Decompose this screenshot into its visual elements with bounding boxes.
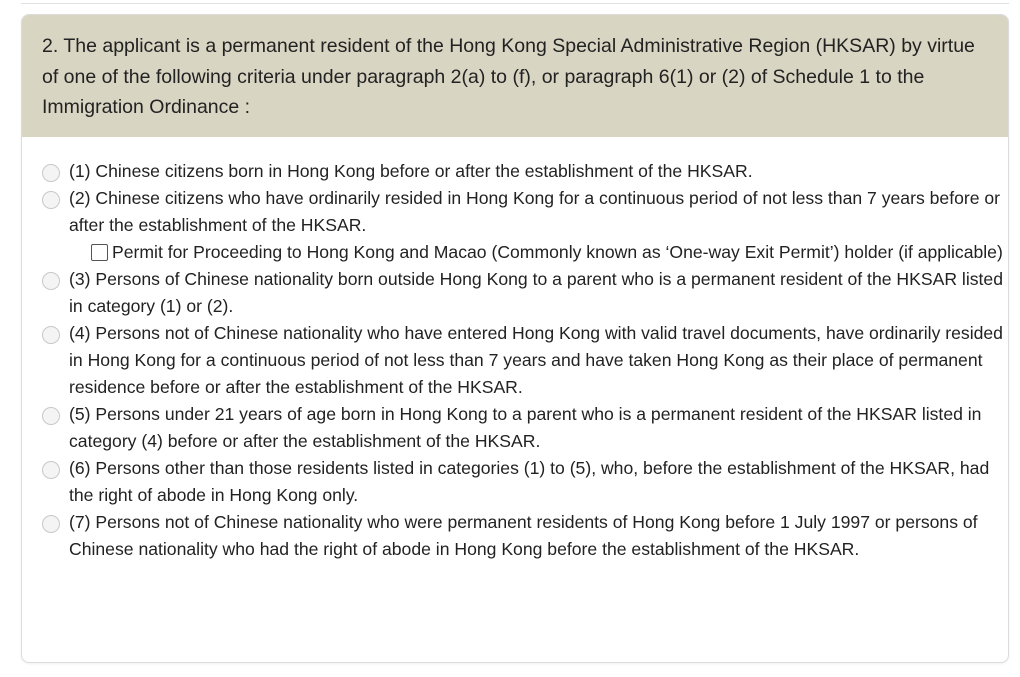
top-divider [21,0,1009,4]
question-text: 2. The applicant is a permanent resident of the Hong Kong Special Administrative Region (HKSAR) by virtue of one of the following criteria under paragraph 2(a) to (f), or paragraph 6(1) or (2) of Schedule 1 to the Immigration Ordinance : [42,35,975,118]
radio-button-7[interactable] [42,515,60,533]
radio-button-3[interactable] [42,272,60,290]
option-3[interactable] [41,266,1008,320]
option-7[interactable] [41,509,1008,563]
option-5[interactable] [41,401,1008,455]
option-5-label: (5) Persons under 21 years of age born in Hong Kong to a parent who is a permanent resident of the HKSAR listed in category (4) before or after the establishment of the HKSAR. [69,404,982,451]
radio-button-4[interactable] [42,326,60,344]
radio-button-5[interactable] [42,407,60,425]
radio-group [22,137,1008,563]
option-6[interactable] [41,455,1008,509]
option-7-label: (7) Persons not of Chinese nationality who were permanent residents of Hong Kong before 1 July 1997 or persons of Chinese nationality who had the right of abode in Hong Kong before the establishment of the HKSAR. [69,512,978,559]
option-3-label: (3) Persons of Chinese nationality born outside Hong Kong to a parent who is a permanent resident of the HKSAR listed in category (1) or (2). [69,269,1003,316]
radio-button-2[interactable] [42,191,60,209]
radio-button-1[interactable] [42,164,60,182]
question-card [21,14,1009,663]
option-2-label: (2) Chinese citizens who have ordinarily resided in Hong Kong for a continuous period of not less than 7 years before or after the establishment of the HKSAR. [69,188,1001,235]
one-way-permit-option[interactable] [41,239,1008,266]
option-1[interactable] [41,158,1008,185]
option-2[interactable] [41,185,1008,239]
option-1-label: (1) Chinese citizens born in Hong Kong before or after the establishment of the HKSAR. [69,161,753,181]
one-way-permit-checkbox[interactable] [91,244,108,261]
option-4-label: (4) Persons not of Chinese nationality who have entered Hong Kong with valid travel documents, have ordinarily resided in Hong Kong for a continuous period of not less than 7 years and have taken Hong Kong as their place of permanent residence before or after the establishment of the HKSAR. [69,323,1003,397]
option-4[interactable] [41,320,1008,401]
one-way-permit-label: Permit for Proceeding to Hong Kong and Macao (Commonly known as ‘One-way Exit Permit’) holder (if applicable) [112,242,1003,262]
question-header [22,15,1008,137]
option-6-label: (6) Persons other than those residents listed in categories (1) to (5), who, before the establishment of the HKSAR, had the right of abode in Hong Kong only. [69,458,990,505]
radio-button-6[interactable] [42,461,60,479]
